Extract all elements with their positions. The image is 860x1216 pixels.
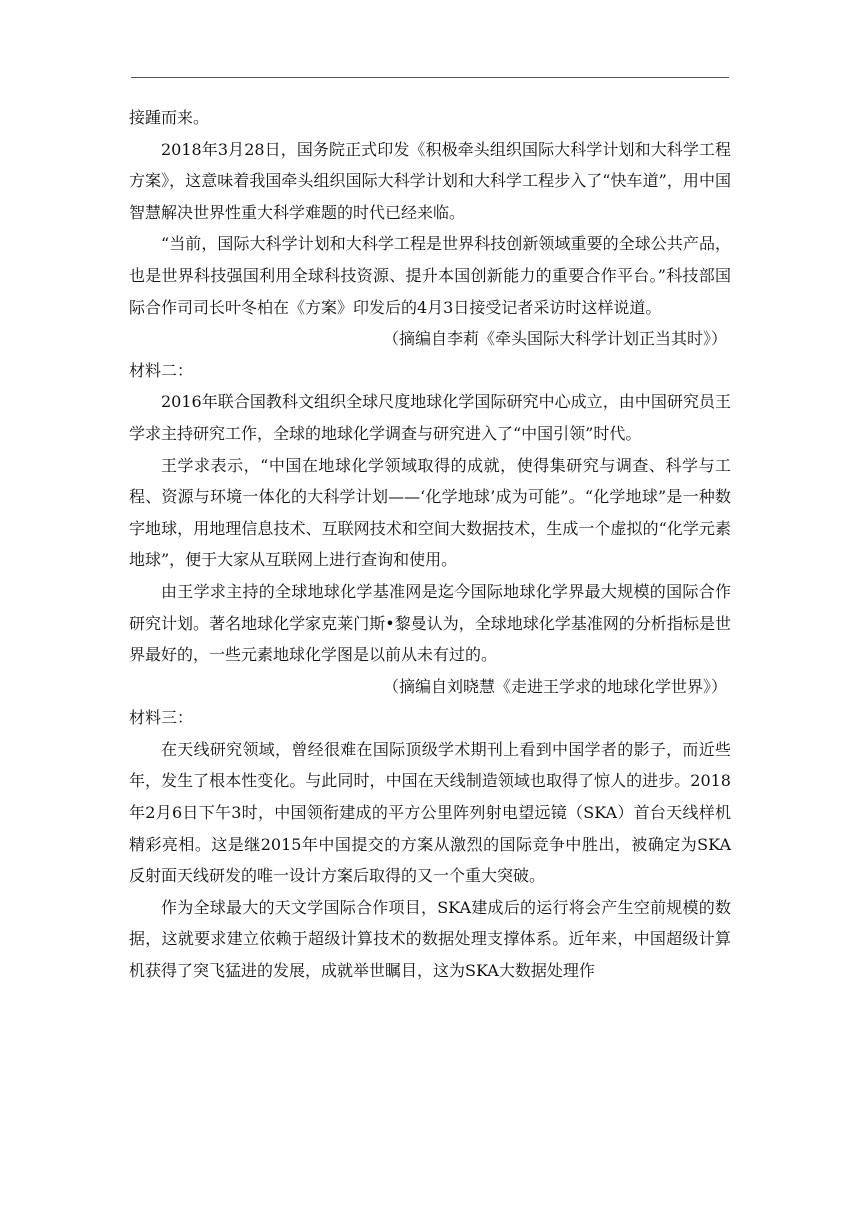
paragraph: 2018年3月28日，国务院正式印发《积极牵头组织国际大科学计划和大科学工程方案》，这意味着我国牵头组织国际大科学计划和大科学工程步入了“快车道”，用中国智慧解决世界性重大科学难题的时代已经来临。 xyxy=(129,139,731,222)
document-body xyxy=(129,102,731,987)
header-rule xyxy=(131,77,729,78)
paragraph: “当前，国际大科学计划和大科学工程是世界科技创新领域重要的全球公共产品，也是世界科技强国利用全球科技资源、提升本国创新能力的重要合作平台。”科技部国际合作司司长叶冬柏在《方案》印发后的4月3日接受记者采访时这样说道。 xyxy=(129,234,731,317)
paragraph: 2016年联合国教科文组织全球尺度地球化学国际研究中心成立，由中国研究员王学求主持研究工作，全球的地球化学调查与研究进入了“中国引领”时代。 xyxy=(129,392,731,443)
paragraph: 由王学求主持的全球地球化学基准网是迄今国际地球化学界最大规模的国际合作研究计划。著名地球化学家克莱门斯•黎曼认为，全球地球化学基准网的分析指标是世界最好的，一些元素地球化学图是以前从未有过的。 xyxy=(129,581,731,665)
source-citation: （摘编自李莉《牵头国际大科学计划正当其时》） xyxy=(382,329,727,349)
material-heading: 材料二： xyxy=(129,360,194,380)
paragraph: 王学求表示，“中国在地球化学领域取得的成就，使得集研究与调查、科学与工程、资源与环境一体化的大科学计划——‘化学地球’成为可能”。“化学地球”是一种数字地球，用地理信息技术、互联网技术和空间大数据技术，生成一个虚拟的“化学元素地球”，便于大家从互联网上进行查询和使用。 xyxy=(129,455,731,570)
source-citation: （摘编自刘晓慧《走进王学求的地球化学世界》） xyxy=(382,676,727,696)
paragraph-continuation: 接踵而来。 xyxy=(129,108,210,127)
paragraph: 作为全球最大的天文学国际合作项目，SKA建成后的运行将会产生空前规模的数据，这就要求建立依赖于超级计算技术的数据处理支撑体系。近年来，中国超级计算机获得了突飞猛进的发展，成就举世瞩目，这为SKA大数据处理作 xyxy=(129,897,731,981)
material-heading: 材料三： xyxy=(129,708,194,728)
paragraph: 在天线研究领域，曾经很难在国际顶级学术期刊上看到中国学者的影子，而近些年，发生了根本性变化。与此同时，中国在天线制造领域也取得了惊人的进步。2018年2月6日下午3时，中国领衔建成的平方公里阵列射电望远镜（SKA）首台天线样机精彩亮相。这是继2015年中国提交的方案从激烈的国际竞争中胜出，被确定为SKA反射面天线研发的唯一设计方案后取得的又一个重大突破。 xyxy=(129,739,731,886)
